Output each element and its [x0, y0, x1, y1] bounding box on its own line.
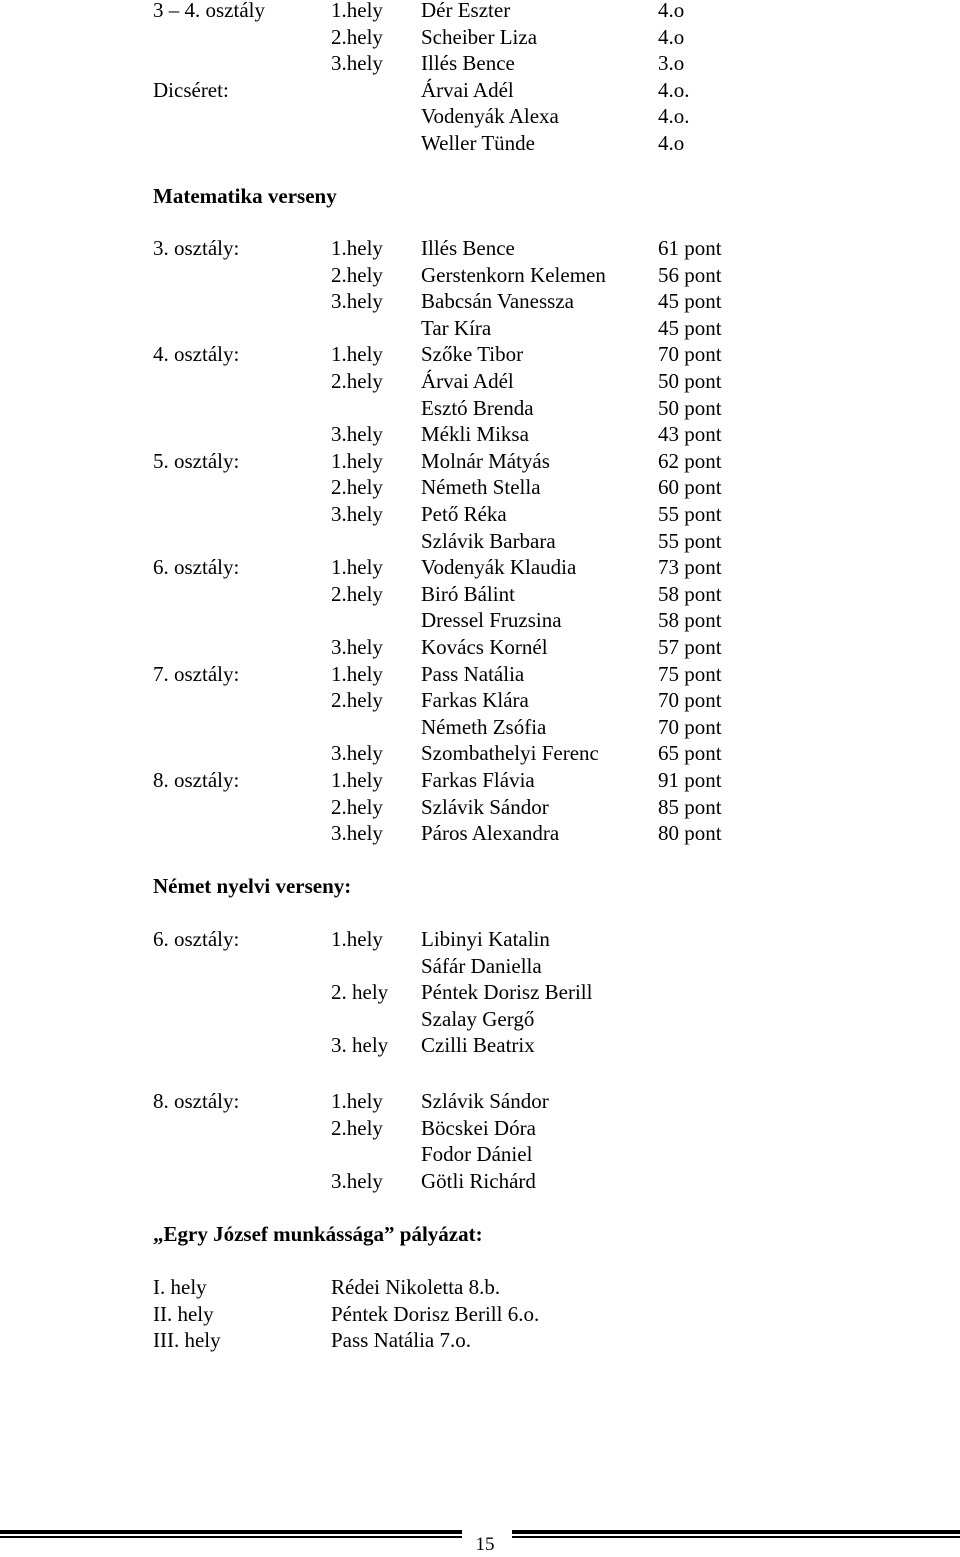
score-value: 4.o.: [658, 104, 690, 129]
score-value: 58 pont: [658, 581, 722, 606]
student-name: Dressel Fruzsina: [421, 608, 562, 633]
place-label: III. hely: [153, 1328, 221, 1353]
score-value: 4.o.: [658, 77, 690, 102]
table-row: [0, 607, 960, 633]
score-value: 85 pont: [658, 794, 722, 819]
student-name: Babcsán Vanessza: [421, 289, 574, 314]
score-value: 45 pont: [658, 315, 722, 340]
place-label: 2.hely: [331, 1115, 383, 1140]
place-label: 2.hely: [331, 262, 383, 287]
table-row: [0, 395, 960, 421]
table-row: [0, 687, 960, 713]
place-label: 1.hely: [331, 448, 383, 473]
table-row: [0, 235, 960, 261]
class-label: 3 – 4. osztály: [153, 0, 265, 22]
table-row: [0, 1327, 960, 1353]
score-value: 91 pont: [658, 768, 722, 792]
score-value: 45 pont: [658, 289, 722, 314]
student-name: Pető Réka: [421, 502, 507, 526]
class-label: 4. osztály:: [153, 342, 240, 367]
winner-name: Rédei Nikoletta 8.b.: [331, 1275, 501, 1299]
place-label: 2.hely: [331, 688, 383, 713]
place-label: 3.hely: [331, 1168, 383, 1193]
table-row: [0, 979, 960, 1005]
place-label: 2.hely: [331, 794, 383, 819]
place-label: 3.hely: [331, 741, 383, 766]
table-row: [0, 501, 960, 527]
student-name: Biró Bálint: [421, 581, 515, 606]
score-value: 55 pont: [658, 502, 722, 526]
score-value: 60 pont: [658, 475, 722, 500]
table-row: [0, 315, 960, 341]
table-row: [0, 953, 960, 979]
score-value: 4.o: [658, 24, 685, 49]
place-label: 1.hely: [331, 927, 383, 951]
place-label: 3.hely: [331, 51, 383, 76]
place-label: 1.hely: [331, 661, 383, 686]
student-name: Dér Eszter: [421, 0, 511, 22]
student-name: Szalay Gergő: [421, 1006, 535, 1031]
table-row: [0, 581, 960, 607]
score-value: 75 pont: [658, 661, 722, 686]
table-row: [0, 794, 960, 820]
table-row: [0, 341, 960, 367]
student-name: Kovács Kornél: [421, 635, 548, 659]
student-name: Németh Zsófia: [421, 714, 547, 739]
place-label: 1.hely: [331, 1089, 383, 1113]
footer-rule-right: [512, 1530, 960, 1539]
place-label: 1.hely: [331, 342, 383, 367]
student-name: Libinyi Katalin: [421, 927, 550, 951]
table-row: [0, 1115, 960, 1141]
student-name: Szlávik Sándor: [421, 1089, 549, 1113]
table-row: [0, 714, 960, 740]
score-value: 4.o: [658, 0, 685, 22]
table-row: [0, 130, 960, 156]
score-value: 70 pont: [658, 714, 722, 739]
table-row: [0, 288, 960, 314]
table-row: [0, 820, 960, 846]
student-name: Pass Natália: [421, 661, 525, 686]
student-name: Péntek Dorisz Berill: [421, 980, 593, 1005]
student-name: Páros Alexandra: [421, 821, 560, 846]
student-name: Farkas Flávia: [421, 768, 535, 792]
student-name: Szlávik Barbara: [421, 528, 556, 553]
student-name: Szőke Tibor: [421, 342, 524, 367]
score-value: 62 pont: [658, 448, 722, 473]
student-name: Weller Tünde: [421, 131, 535, 155]
score-value: 4.o: [658, 131, 685, 155]
score-value: 55 pont: [658, 528, 722, 553]
place-label: 2.hely: [331, 475, 383, 500]
table-row: [0, 448, 960, 474]
math-competition-heading: Matematika verseny: [153, 184, 337, 208]
class-label: 7. osztály:: [153, 661, 240, 686]
place-label: 1.hely: [331, 0, 383, 22]
score-value: 50 pont: [658, 395, 722, 420]
footer-rule-left: [0, 1530, 462, 1539]
score-value: 56 pont: [658, 262, 722, 287]
german-competition-heading: Német nyelvi verseny:: [153, 874, 352, 898]
table-row: [0, 0, 960, 23]
table-row: [0, 740, 960, 766]
table-row: [0, 554, 960, 580]
student-name: Gerstenkorn Kelemen: [421, 262, 606, 287]
table-row: [0, 368, 960, 394]
student-name: Vodenyák Alexa: [421, 104, 559, 129]
student-name: Árvai Adél: [421, 77, 514, 102]
student-name: Esztó Brenda: [421, 395, 534, 420]
table-row: [0, 1088, 960, 1114]
place-label: 2.hely: [331, 581, 383, 606]
table-row: [0, 262, 960, 288]
class-label: 6. osztály:: [153, 555, 240, 580]
class-label: Dicséret:: [153, 77, 229, 102]
table-row: [0, 1274, 960, 1300]
class-label: 8. osztály:: [153, 1089, 240, 1113]
egry-competition-heading: „Egry József munkássága” pályázat:: [153, 1222, 483, 1246]
student-name: Vodenyák Klaudia: [421, 555, 577, 580]
student-name: Németh Stella: [421, 475, 541, 500]
class-label: 3. osztály:: [153, 236, 240, 260]
place-label: 3.hely: [331, 502, 383, 526]
table-row: [0, 50, 960, 76]
place-label: 2.hely: [331, 24, 383, 49]
place-label: 3.hely: [331, 422, 383, 447]
student-name: Sáfár Daniella: [421, 953, 542, 978]
table-row: [0, 421, 960, 447]
score-value: 73 pont: [658, 555, 722, 580]
table-row: [0, 926, 960, 952]
place-label: 3.hely: [331, 821, 383, 846]
score-value: 43 pont: [658, 422, 722, 447]
place-label: 3.hely: [331, 635, 383, 659]
student-name: Farkas Klára: [421, 688, 529, 713]
winner-name: Péntek Dorisz Berill 6.o.: [331, 1301, 540, 1326]
place-label: I. hely: [153, 1275, 207, 1299]
student-name: Scheiber Liza: [421, 24, 538, 49]
table-row: [0, 77, 960, 103]
place-label: 1.hely: [331, 555, 383, 580]
student-name: Tar Kíra: [421, 315, 492, 340]
table-row: [0, 474, 960, 500]
class-label: 6. osztály:: [153, 927, 240, 951]
score-value: 57 pont: [658, 635, 722, 659]
student-name: Szombathelyi Ferenc: [421, 741, 599, 766]
class-label: 8. osztály:: [153, 768, 240, 792]
table-row: [0, 1006, 960, 1032]
place-label: II. hely: [153, 1301, 214, 1326]
student-name: Árvai Adél: [421, 369, 514, 393]
student-name: Molnár Mátyás: [421, 448, 550, 473]
class-label: 5. osztály:: [153, 448, 240, 473]
place-label: 2.hely: [331, 369, 383, 393]
table-row: [0, 767, 960, 793]
table-row: [0, 24, 960, 50]
score-value: 58 pont: [658, 608, 722, 633]
place-label: 1.hely: [331, 768, 383, 792]
student-name: Illés Bence: [421, 51, 515, 76]
student-name: Götli Richárd: [421, 1168, 536, 1193]
student-name: Illés Bence: [421, 236, 515, 260]
place-label: 3. hely: [331, 1033, 389, 1058]
place-label: 1.hely: [331, 236, 383, 260]
table-row: [0, 528, 960, 554]
table-row: [0, 1141, 960, 1167]
table-row: [0, 1032, 960, 1058]
score-value: 3.o: [658, 51, 685, 76]
student-name: Fodor Dániel: [421, 1142, 533, 1167]
student-name: Mékli Miksa: [421, 422, 529, 447]
score-value: 80 pont: [658, 821, 722, 846]
student-name: Czilli Beatrix: [421, 1033, 535, 1058]
table-row: [0, 103, 960, 129]
student-name: Szlávik Sándor: [421, 794, 549, 819]
place-label: 3.hely: [331, 289, 383, 314]
score-value: 70 pont: [658, 342, 722, 367]
table-row: [0, 634, 960, 660]
table-row: [0, 661, 960, 687]
place-label: 2. hely: [331, 980, 389, 1005]
table-row: [0, 1168, 960, 1194]
score-value: 65 pont: [658, 741, 722, 766]
student-name: Böcskei Dóra: [421, 1115, 536, 1140]
table-row: [0, 1301, 960, 1327]
winner-name: Pass Natália 7.o.: [331, 1328, 471, 1353]
score-value: 61 pont: [658, 236, 722, 260]
score-value: 70 pont: [658, 688, 722, 713]
score-value: 50 pont: [658, 369, 722, 393]
page-number: 15: [475, 1534, 495, 1555]
